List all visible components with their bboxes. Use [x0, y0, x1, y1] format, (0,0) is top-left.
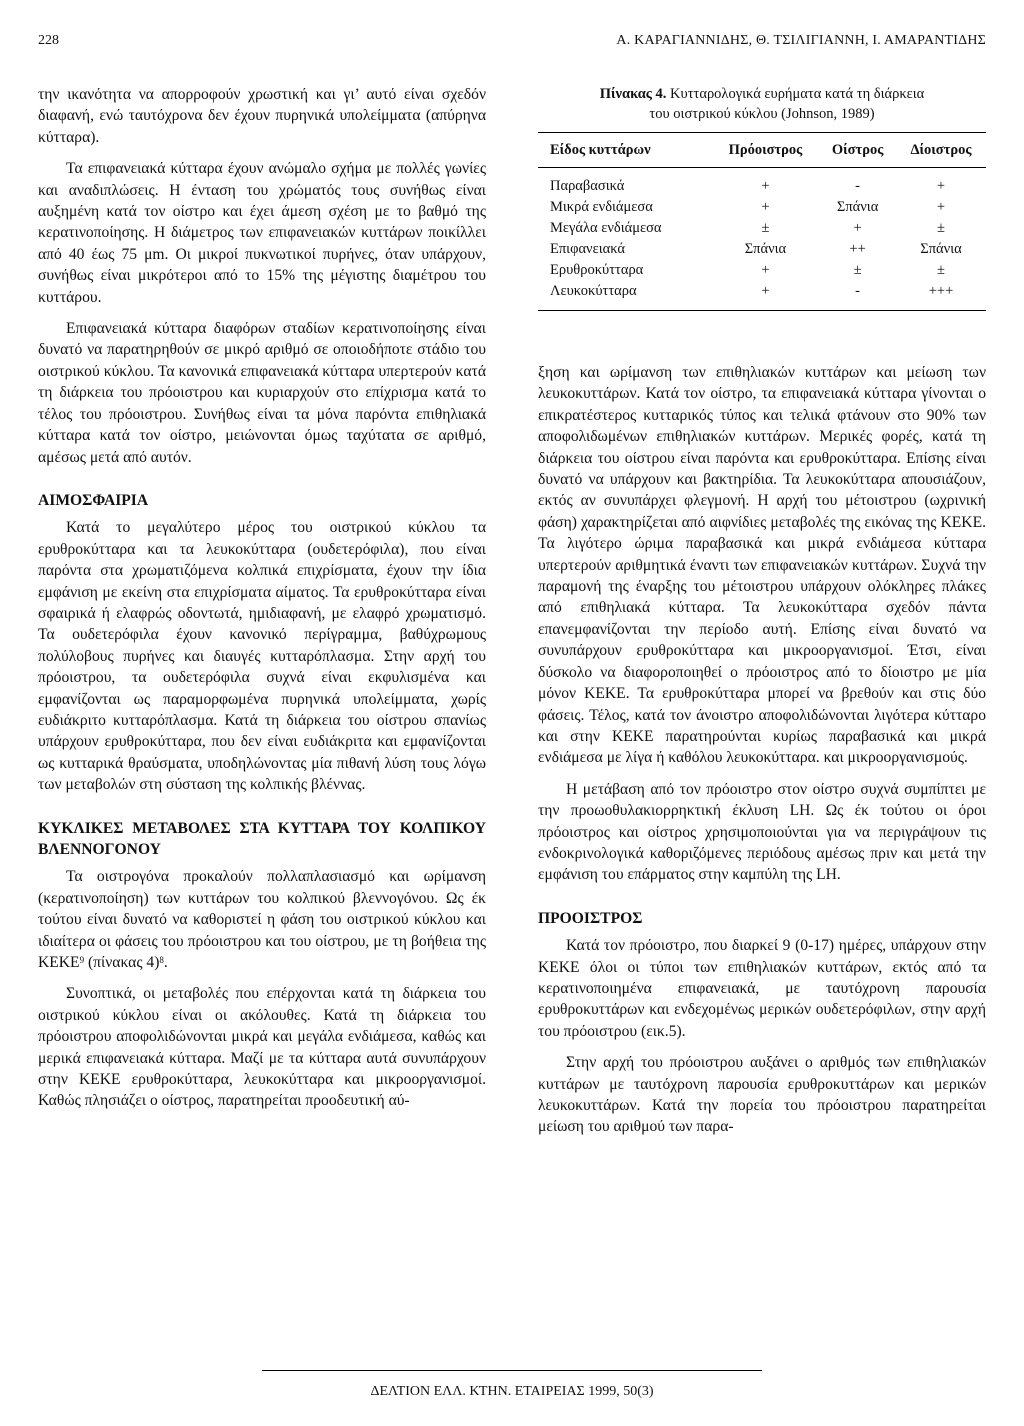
table-row: [538, 218, 986, 239]
table-cell: -: [819, 281, 896, 311]
paragraph: ξηση και ωρίμανση των επιθηλιακών κυττάρων και μείωση των λευκοκυττάρων. Κατά τον οίστρο, τα επιφανειακά κύτταρα γίνονται ο επικρατέστερος κυτταρικός τύπος και τελικά φτάνουν στο 90% των αποφολιδωμένων επιθηλιακών κυττάρων. Μερικές φορές, κατά τη διάρκεια του οίστρου είναι παρόντα και ερυθροκύτταρα. Επίσης είναι δυνατό να υπάρχουν και βακτηρίδια. Τα λευκοκύτταρα απουσιάζουν, εκτός αν συνυπάρχει φλεγμονή. Η αρχή του μέτοιστρου (ωχρινική φάση) χαρακτηρίζεται από αιφνίδιες μεταβολές της εικόνας της ΚΕΚΕ. Τα λιγότερο ώριμα παραβασικά και μικρά ενδιάμεσα κύτταρα υπερτερούν αριθμητικά έναντι των επιφανειακών κυττάρων. Συχνά την παραμονή της έναρξης του μέτοιστρου υπάρχουν ολόκληρες πλάκες από επιθηλιακά κύτταρα. Τα λευκοκύτταρα σχεδόν πάντα επανεμφανίζονται την περίοδο αυτή. Επίσης είναι δυνατό να συνυπάρχουν ερυθροκύτταρα και μικροοργανισμοί. Έτσι, είναι δύσκολο να διαφοροποιηθεί ο πρόοιστρος από το δίοιστρο με μία μόνον ΚΕΚΕ. Τα ερυθροκύτταρα μπορεί να βρεθούν και στις δύο φάσεις. Τέλος, κατά τον άνοιστρο αποφολιδώνονται λιγότερα κύτταρο και στην ΚΕΚΕ παρατηρούνται κυρίως παραβασικά και μικρά ενδιάμεσα με λίγα ή καθόλου λευκοκύτταρα. και μικροοργανισμούς.: [538, 364, 986, 767]
paragraph: Στην αρχή του πρόοιστρου αυξάνει ο αριθμός των επιθηλιακών κυττάρων με ταυτόχρονη παρουσία ερυθροκυττάρων και μερικών λευκοκυττάρων. Κατά την πορεία του πρόοιστρου παρατηρείται μείωση του αριθμού των παρα-: [538, 1054, 986, 1136]
column-header: Πρόοιστρος: [712, 133, 820, 168]
page-number: 228: [38, 33, 59, 48]
table-cell: +: [936, 199, 946, 215]
paragraph: την ικανότητα να απορροφούν χρωστική και γι’ αυτό είναι σχεδόν διαφανή, ενώ ταυτόχρονα δεν έχουν πυρηνικά υπολείμματα (απύρηνα κύτταρα).: [38, 86, 486, 146]
column-header: Είδος κυττάρων: [538, 133, 712, 168]
paragraph-text: .: [163, 954, 168, 972]
table-cell: +: [761, 178, 770, 194]
table-cell: Παραβασικά: [550, 178, 625, 194]
table-header-row: [538, 133, 986, 168]
paragraph: Επιφανειακά κύτταρα διαφόρων σταδίων κερατινοποίησης είναι δυνατό να παρατηρηθούν σε μικρό αριθμό σε οποιοδήποτε στάδιο του οιστρικού κύκλου. Τα κανονικά επιφανειακά κύτταρα υπερτερούν κατά τη διάρκεια του πρόοιστρου και κυριαρχούν στο επίχρισμα κατά το τέλος του πρόοιστρου. Συνήθως είναι τα μόνα παρόντα επιθηλιακά κύτταρα κατά τον οίστρο, μειώνονται όμως ταχύτατα σε αριθμό, αμέσως μετά από αυτόν.: [38, 320, 486, 466]
column-header: Οίστρος: [819, 133, 896, 168]
paragraph-text: (πίνακας 4): [84, 954, 160, 972]
table-cell: Ερυθροκύτταρα: [550, 262, 644, 278]
cytology-table: [538, 132, 986, 311]
paragraph: Κατά τον πρόοιστρο, που διαρκεί 9 (0-17) ημέρες, υπάρχουν στην ΚΕΚΕ όλοι οι τύποι των επιθηλιακών κυττάρων, εκτός από τα κερατινοποιημένα επιφανειακά, με ταυτόχρονη παρουσία ερυθροκυττάρων και ενδεχομένως μερικών ουδετερόφιλων, στην αρχή του πρόοιστρου (εικ.5).: [538, 937, 986, 1040]
paragraph-text: Τα οιστρογόνα προκαλούν πολλαπλασιασμό και ωρίμανση (κερατινοποίηση) των κυττάρων του κολπικού βλεννογόνου. Ως έκ τούτου είναι δυνατό να καθοριστεί η φάση του οιστρικού κύκλου και ιδιαίτερα οι φάσεις του πρόοιστρου και του οίστρου, με τη βοήθεια της ΚΕΚΕ: [38, 868, 486, 972]
table-cell: Λευκοκύτταρα: [538, 281, 712, 311]
table-cell: Σπάνια: [744, 241, 787, 257]
table-label: Πίνακας 4.: [599, 86, 667, 102]
footer-rule: [262, 1370, 762, 1371]
table-caption-line2: του οιστρικού κύκλου (Johnson, 1989): [649, 106, 875, 122]
table-row: [538, 168, 986, 198]
table-cell: +: [936, 178, 946, 194]
table-cell: ±: [853, 262, 862, 278]
journal-footer: ΔΕΛΤΙΟΝ ΕΛΛ. ΚΤΗΝ. ΕΤΑΙΡΕΙΑΣ 1999, 50(3): [370, 1384, 654, 1399]
table-cell: ±: [761, 220, 770, 236]
paragraph: Η μετάβαση από τον πρόοιστρο στον οίστρο συχνά συμπίπτει με την προωοθυλακιορρηκτική έκλυση LH. Ως έκ τούτου οι όροι πρόοιστρος και οίστρος χρησιμοποιούνται για να περιγράψουν τις ενδοκρινολογικά καθοριζόμενες περιόδους αμέσως πριν και μετά την εμφάνιση του επάρματος στην καμπύλη της LH.: [538, 780, 986, 884]
table-cell: +: [761, 199, 770, 215]
left-column: [38, 84, 486, 1122]
table-cell: Μικρά ενδιάμεσα: [550, 199, 653, 215]
paragraph: Συνοπτικά, οι μεταβολές που επέρχονται κατά τη διάρκεια του οιστρικού κύκλου είναι οι ακόλουθες. Κατά τη διάρκεια του πρόοιστρου αποφολιδώνονται μικρά και μεγάλα ενδιάμεσα, καθώς και μερικά επιφανειακά κύτταρα. Μαζί με τα κύτταρα αυτά συνυπάρχουν στην ΚΕΚΕ ερυθροκύτταρα, λευκοκύτταρα και μικροοργανισμοί. Καθώς πλησιάζει ο οίστρος, παρατηρείται προοδευτική αύ-: [38, 985, 486, 1110]
table-row: [538, 260, 986, 281]
section-heading-cyclical-changes: ΚΥΚΛΙΚΕΣ ΜΕΤΑΒΟΛΕΣ ΣΤΑ ΚΥΤΤΑΡΑ ΤΟΥ ΚΟΛΠΙΚΟΥ ΒΛΕΝΝΟΓΟΝΟΥ: [38, 819, 486, 858]
table-cell: ++: [849, 241, 866, 257]
table-4: [538, 84, 986, 311]
table-cell: Επιφανειακά: [550, 241, 625, 257]
table-cell: ±: [937, 262, 945, 278]
table-cell: +: [712, 281, 820, 311]
table-row: [538, 281, 986, 311]
paragraph: Τα επιφανειακά κύτταρα έχουν ανώμαλο σχήμα με πολλές γωνίες και αναδιπλώσεις. Η ένταση του χρώματός τους συνήθως είναι αυξημένη κατά τον οίστρο και έχει άμεση σχέση με το βαθμό της κερατινοποίησης. Η διάμετρος των επιφανειακών κυττάρων ποικίλλει από 40 έως 75 μm. Οι μικροί πυκνωτικοί πυρήνες, όταν υπάρχουν, συνήθως είναι μικρότεροι από το 15% της μέγιστης διαμέτρου του κυττάρου.: [38, 160, 486, 306]
table-row: [538, 239, 986, 260]
reference-superscript: 8: [159, 955, 164, 966]
section-heading-proestrus: ΠΡΟΟΙΣΤΡΟΣ: [538, 909, 643, 927]
table-caption-line1: Κυτταρολογικά ευρήματα κατά τη διάρκεια: [670, 86, 925, 102]
table-cell: +: [853, 220, 862, 236]
table-cell: ±: [937, 220, 945, 236]
paragraph: Κατά το μεγαλύτερο μέρος του οιστρικού κύκλου τα ερυθροκύτταρα και τα λευκοκύτταρα (ουδετερόφιλα), που είναι παρόντα στα χρωματιζόμενα κολπικά επιχρίσματα, έχουν την ίδια εμφάνιση με εκείνη στα επιχρίσματα αίματος. Τα ερυθροκύτταρα είναι σφαιρικά ή ελαφρώς οδοντωτά, ημιδιαφανή, με ελαφρό χρωματισμό. Τα ουδετερόφιλα έχουν κανονικό περίγραμμα, βαθύχρωμους πολύλοβους πυρήνες και διαυγές κυτταρόπλασμα. Στην αρχή του πρόοιστρου, τα ουδετερόφιλα συχνά είναι εκφυλισμένα και εμφανίζονται ως παραμορφωμένα πυρηνικά υπολείμματα, χωρίς ευδιάκριτο κυτταρόπλασμα. Κατά τη διάρκεια του οίστρου σπανίως υπάρχουν ερυθροκύτταρα, που δεν είναι ευδιάκριτα και εμφανίζονται ως κυτταρικά θραύσματα, υποδηλώνοντας μία πιθανή λύση τους λόγω των μεταβολών στη σύσταση της κολπικής βλέννας.: [38, 519, 486, 794]
right-column: [538, 362, 986, 1148]
reference-superscript: 9: [79, 955, 85, 966]
table-cell: Σπάνια: [836, 199, 879, 215]
table-cell: Σπάνια: [920, 241, 962, 257]
table-cell: -: [855, 178, 861, 194]
paragraph: [38, 866, 486, 973]
column-header: Δίοιστρος: [896, 133, 986, 168]
section-heading-aimosfairia: ΑΙΜΟΣΦΑΙΡΙΑ: [38, 491, 149, 509]
table-cell: +: [761, 262, 770, 278]
table-caption: [538, 84, 986, 124]
table-cell: Μεγάλα ενδιάμεσα: [550, 220, 662, 236]
table-row: [538, 197, 986, 218]
table-cell: +++: [896, 281, 986, 311]
running-header: [38, 33, 986, 55]
running-authors: Α. ΚΑΡΑΓΙΑΝΝΙΔΗΣ, Θ. ΤΣΙΛΙΓΙΑΝΝΗ, Ι. ΑΜΑΡΑΝΤΙΔΗΣ: [616, 33, 986, 48]
